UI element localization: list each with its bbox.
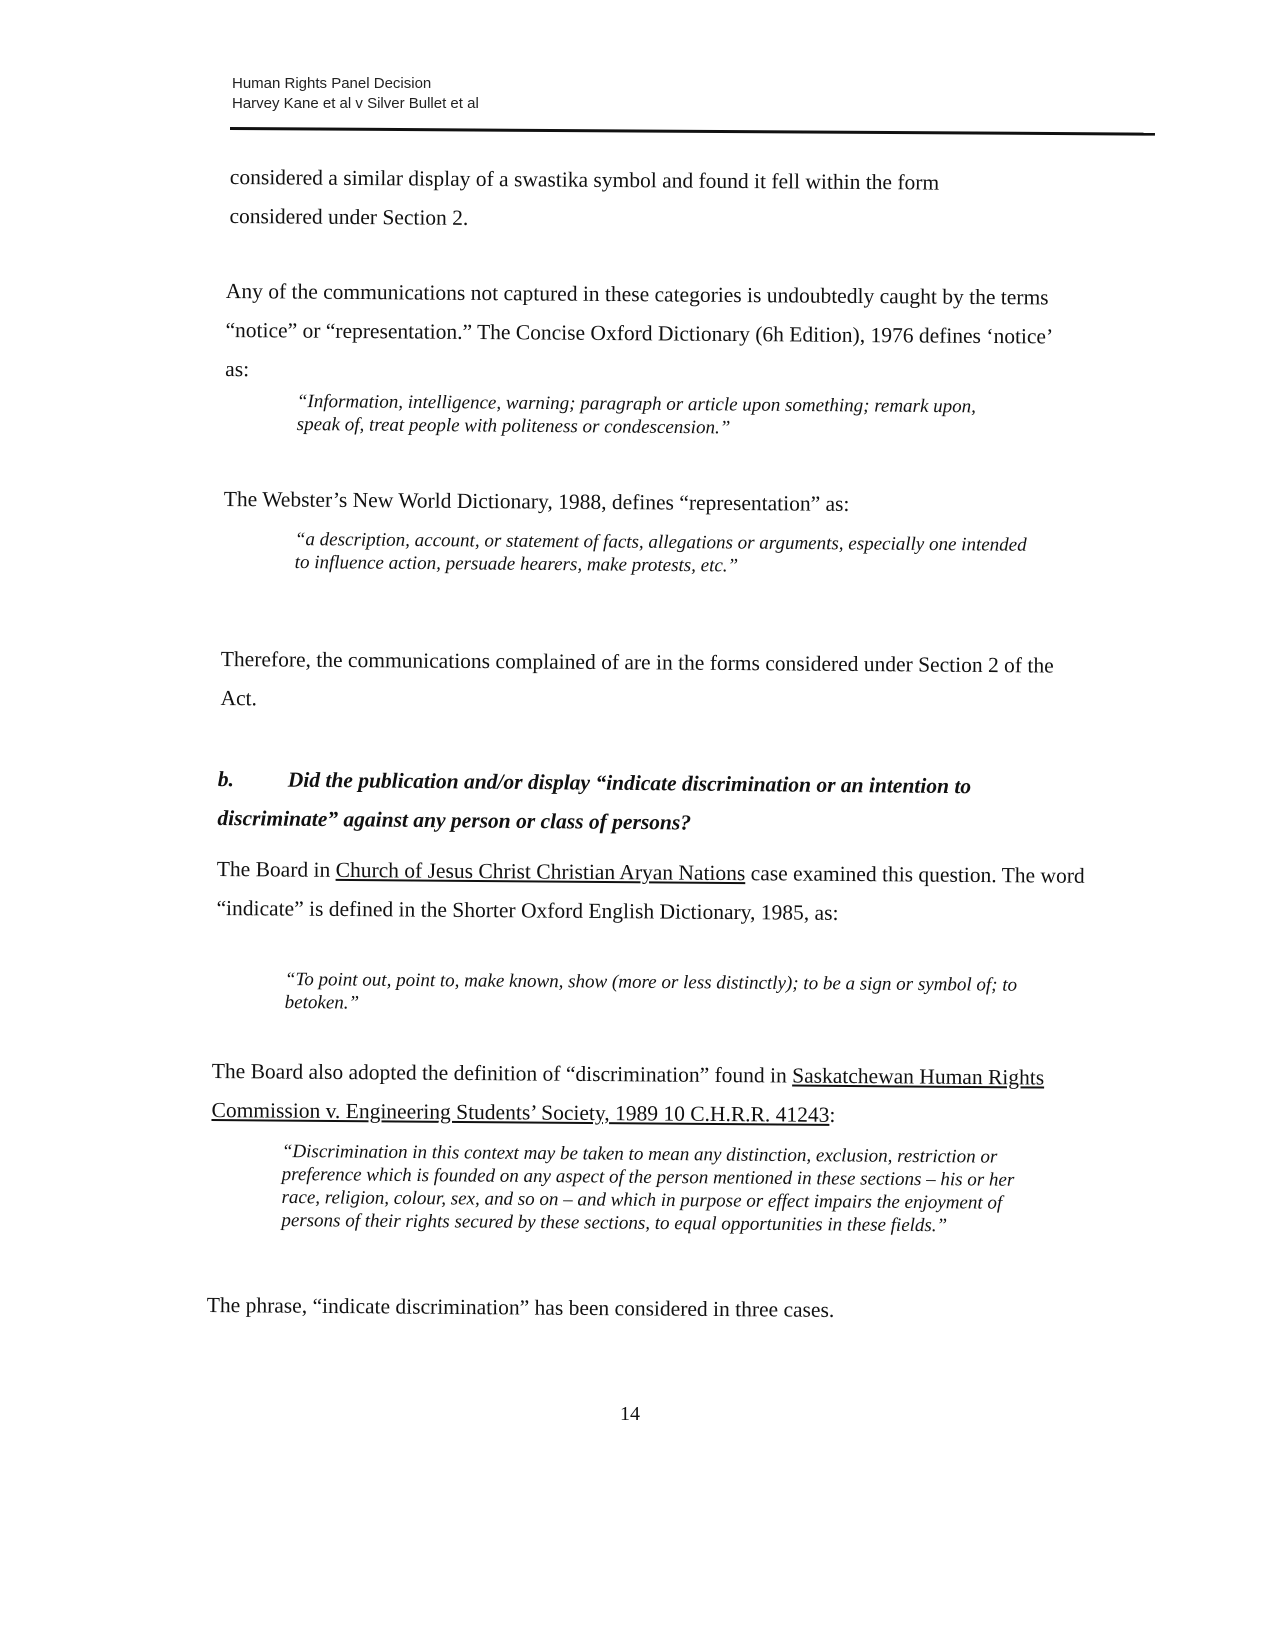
header-title: Human Rights Panel Decision [232,75,432,92]
running-header [232,74,479,114]
paragraph-notice-definition-intro: Any of the communications not captured in these categories is undoubtedly caught by the terms “notice” or “representation.” The Concise Oxford Dictionary (6h Edition), 1976 defines ‘notice’ as: [225,278,1052,382]
text-run: The Board in [216,856,336,882]
paragraph-indicate-definition-intro [216,850,1087,935]
case-citation-aryan-nations: Church of Jesus Christ Christian Aryan Nations [335,857,746,886]
paragraph-representation-intro: The Webster’s New World Dictionary, 1988, defines “representation” as: [223,486,850,516]
section-label: b. [217,766,235,792]
case-citation-saskatchewan: Saskatchewan Human Rights Commission v. Engineering Students’ Society, 1989 10 C.H.R.R. 41243 [211,1063,1045,1127]
section-heading-b [217,760,1078,846]
quote-notice-definition: “Information, intelligence, warning; paragraph or article upon something; remark upon, speak of, treat people with politeness or condescension.” [296,390,977,439]
page-number: 14 [620,1403,640,1425]
section-question: Did the publication and/or display “indicate discrimination or an intention to discriminate” against any person or class of persons? [217,767,972,835]
paragraph-discrimination-intro [211,1052,1092,1137]
header-case-name: Harvey Kane et al v Silver Bullet et al [232,95,479,112]
paragraph-three-cases: The phrase, “indicate discrimination” has been considered in three cases. [206,1292,835,1322]
quote-discrimination-definition: “Discrimination in this context may be taken to mean any distinction, exclusion, restriction or preference which is founded on any aspect of the person mentioned in these sections – his or her race, religion, colour, sex, and so on – and which in purpose or effect impairs the enjoyment of persons of their rights secured by these sections, to equal opportunities in these fields.” [281,1141,1015,1237]
text-run: case examined this question. The word “indicate” is defined in the Shorter Oxford English Dictionary, 1985, as: [216,861,1085,925]
quote-indicate-definition: “To point out, point to, make known, show (more or less distinctly); to be a sign or symbol of; to betoken.” [284,968,1018,1014]
quote-representation-definition: “a description, account, or statement of facts, allegations or arguments, especially one intended to influence action, persuade hearers, make protests, etc.” [294,528,1027,577]
header-divider [230,127,1155,136]
text-run: : [829,1102,836,1127]
text-run: The Board also adopted the definition of “discrimination” found in [211,1058,793,1088]
paragraph-swastika-display: considered a similar display of a swastika symbol and found it fell within the form considered under Section 2. [229,164,940,230]
paragraph-forms-conclusion: Therefore, the communications complained of are in the forms considered under Section 2 of the Act. [220,646,1054,711]
